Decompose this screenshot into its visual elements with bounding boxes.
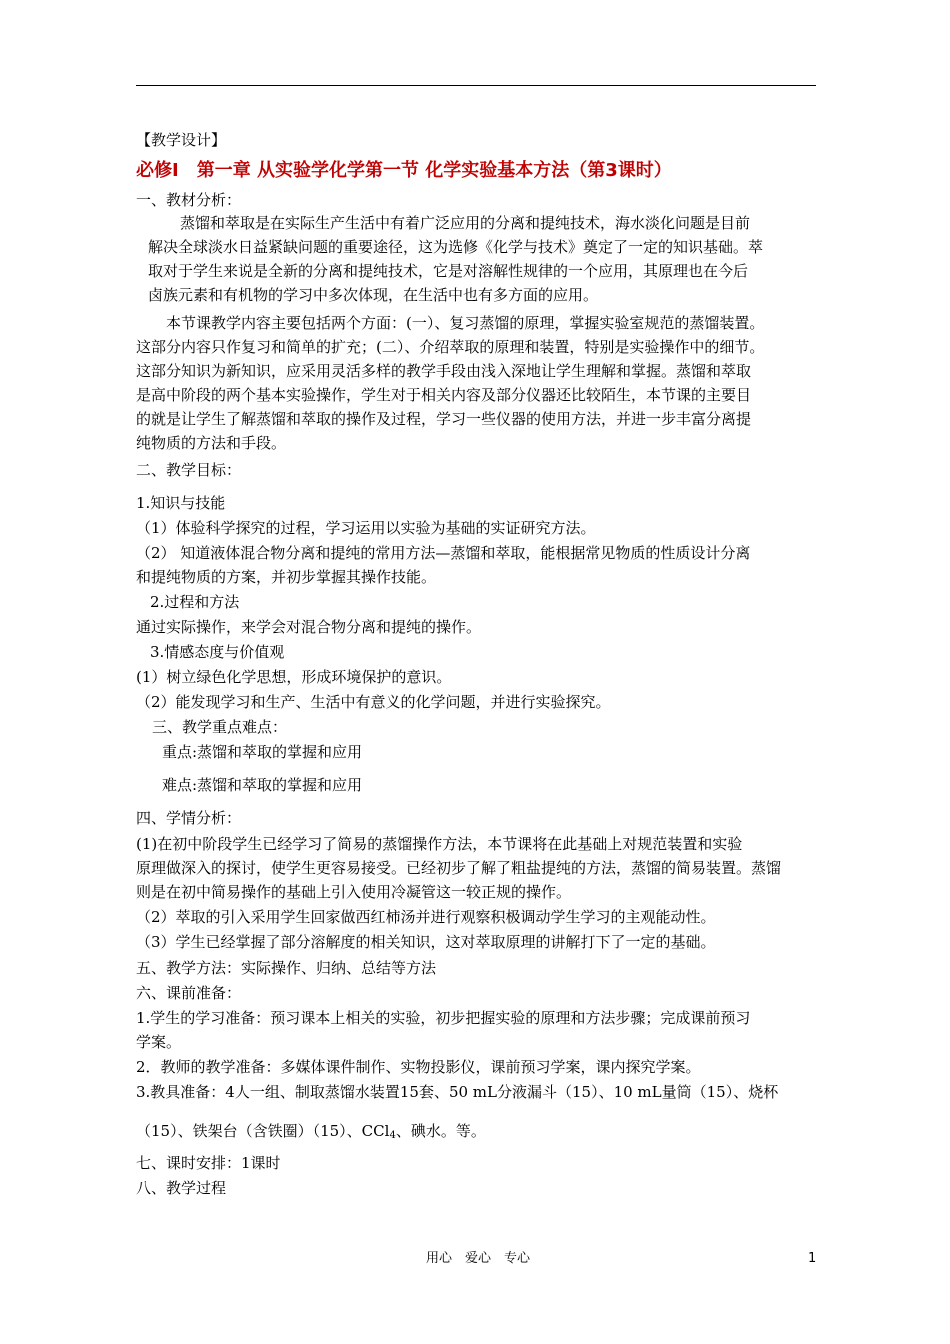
sec1-p2-line: 是高中阶段的两个基本实验操作，学生对于相关内容及部分仪器还比较陌生，本节课的主要目 [136, 386, 752, 404]
difficult-point: 难点:蒸馏和萃取的掌握和应用 [162, 776, 363, 794]
sec1-heading: 一、教材分析： [136, 191, 242, 209]
section-tag: 【教学设计】 [136, 131, 227, 149]
sec6-heading: 六、课前准备： [136, 984, 242, 1002]
sec4-line: （2）萃取的引入采用学生回家做西红柿汤并进行观察积极调动学生学习的主观能动性。 [136, 908, 716, 926]
knowledge-heading: 1.知识与技能 [136, 494, 226, 512]
emotion-heading: 3.情感态度与价值观 [150, 643, 285, 661]
document-title: 必修I 第一章 从实验学化学第一节 化学实验基本方法（第3课时） [136, 160, 672, 181]
prep-item-text: （15）、铁架台（含铁圈）（15）、CCl [136, 1122, 390, 1140]
sec4-line: 原理做深入的探讨，使学生更容易接受。已经初步了解了粗盐提纯的方法，蒸馏的简易装置。蒸馏 [136, 859, 782, 877]
emotion-item: （2）能发现学习和生产、生活中有意义的化学问题，并进行实验探究。 [136, 693, 611, 711]
prep-item-text: 、碘水。等。 [395, 1122, 486, 1140]
prep-item: 2．教师的教学准备：多媒体课件制作、实物投影仪，课前预习学案，课内探究学案。 [136, 1058, 701, 1076]
sec7-text: 七、课时安排：1课时 [136, 1154, 281, 1172]
knowledge-item: （1）体验科学探究的过程，学习运用以实验为基础的实证研究方法。 [136, 519, 596, 537]
sec4-line: (1)在初中阶段学生已经学习了简易的蒸馏操作方法，本节课将在此基础上对规范装置和实验 [136, 835, 743, 853]
knowledge-item: （2） 知道液体混合物分离和提纯的常用方法—蒸馏和萃取，能根据常见物质的性质设计分离 [136, 544, 751, 562]
page-number: 1 [808, 1251, 817, 1266]
header-rule [136, 85, 816, 86]
sec4-line: 则是在初中简易操作的基础上引入使用冷凝管这一较正规的操作。 [136, 883, 572, 901]
process-heading: 2.过程和方法 [150, 593, 240, 611]
sec4-heading: 四、学情分析： [136, 809, 242, 827]
sec1-p2-line: 纯物质的方法和手段。 [136, 434, 287, 452]
sec1-p2-line: 的就是让学生了解蒸馏和萃取的操作及过程，学习一些仪器的使用方法，并进一步丰富分离提 [136, 410, 752, 428]
process-item: 通过实际操作，来学会对混合物分离和提纯的操作。 [136, 618, 482, 636]
sec1-p1-line: 解决全球淡水日益紧缺问题的重要途径，这为选修《化学与技术》奠定了一定的知识基础。萃 [148, 238, 764, 256]
prep-item-cont [136, 1121, 486, 1146]
sec1-p2-line: 本节课教学内容主要包括两个方面：(一）、复习蒸馏的原理，掌握实验室规范的蒸馏装置。 [166, 314, 765, 332]
prep-item: 1.学生的学习准备：预习课本上相关的实验，初步把握实验的原理和方法步骤；完成课前预习 [136, 1009, 751, 1027]
sec3-heading: 三、教学重点难点： [152, 718, 288, 736]
sec1-p1-line: 蒸馏和萃取是在实际生产生活中有着广泛应用的分离和提纯技术，海水淡化问题是目前 [180, 214, 751, 232]
knowledge-item-cont: 和提纯物质的方案，并初步掌握其操作技能。 [136, 568, 437, 586]
sec1-p1-line: 取对于学生来说是全新的分离和提纯技术，它是对溶解性规律的一个应用，其原理也在今后 [148, 262, 749, 280]
subscript: 4 [389, 1130, 396, 1141]
prep-item: 3.教具准备：4人一组、制取蒸馏水装置15套、50 mL分液漏斗（15）、10 mL量筒（15）、烧杯 [136, 1083, 779, 1101]
sec5-text: 五、教学方法：实际操作、归纳、总结等方法 [136, 959, 437, 977]
emotion-item: (1）树立绿色化学思想，形成环境保护的意识。 [136, 668, 452, 686]
sec1-p1-line: 卤族元素和有机物的学习中多次体现，在生活中也有多方面的应用。 [148, 286, 599, 304]
sec1-p2-line: 这部分内容只作复习和简单的扩充；(二）、介绍萃取的原理和装置，特别是实验操作中的细节。 [136, 338, 765, 356]
prep-item-cont: 学案。 [136, 1033, 182, 1051]
footer-slogan: 用心 爱心 专心 [426, 1251, 531, 1266]
sec2-heading: 二、教学目标： [136, 461, 242, 479]
key-point: 重点:蒸馏和萃取的掌握和应用 [162, 743, 363, 761]
sec8-text: 八、教学过程 [136, 1179, 227, 1197]
sec1-p2-line: 这部分知识为新知识，应采用灵活多样的教学手段由浅入深地让学生理解和掌握。蒸馏和萃取 [136, 362, 752, 380]
sec4-line: （3）学生已经掌握了部分溶解度的相关知识，这对萃取原理的讲解打下了一定的基础。 [136, 933, 716, 951]
